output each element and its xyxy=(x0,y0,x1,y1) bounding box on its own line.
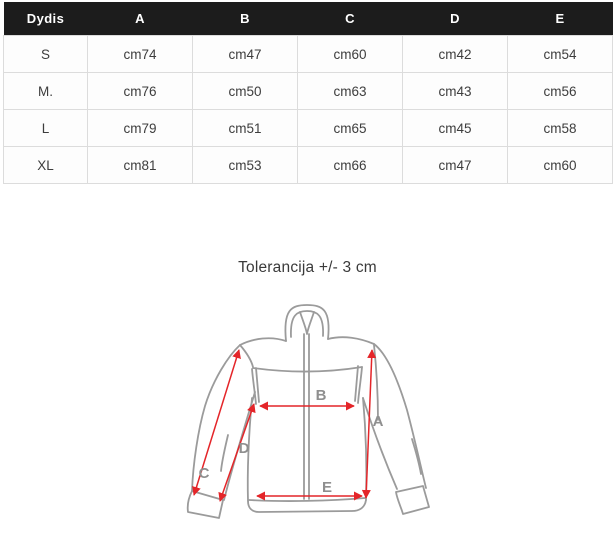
label-d: D xyxy=(238,440,250,457)
size-cell: L xyxy=(4,110,88,147)
measurement-arrows xyxy=(194,350,372,501)
value-cell: cm60 xyxy=(508,147,613,184)
chest-seam xyxy=(253,367,362,372)
size-table xyxy=(3,2,613,184)
value-cell: cm54 xyxy=(508,36,613,73)
right-pocket-welt xyxy=(355,366,362,403)
header-cell-e: E xyxy=(508,2,613,36)
size-table-header xyxy=(4,2,613,36)
value-cell: cm60 xyxy=(298,36,403,73)
value-cell: cm53 xyxy=(193,147,298,184)
collar-front-notch xyxy=(300,312,314,334)
value-cell: cm58 xyxy=(508,110,613,147)
table-row-s xyxy=(4,36,613,73)
size-cell: S xyxy=(4,36,88,73)
size-table-body xyxy=(4,36,613,184)
left-armhole-seam xyxy=(240,345,253,367)
value-cell: cm66 xyxy=(298,147,403,184)
size-cell: M. xyxy=(4,73,88,110)
header-cell-a: A xyxy=(88,2,193,36)
left-shoulder xyxy=(240,338,286,345)
jacket-measurement-diagram xyxy=(0,292,615,552)
left-elbow-seam xyxy=(221,435,228,471)
label-a: A xyxy=(372,413,384,430)
size-cell: XL xyxy=(4,147,88,184)
left-cuff xyxy=(188,491,223,518)
header-cell-c: C xyxy=(298,2,403,36)
value-cell: cm47 xyxy=(403,147,508,184)
header-row xyxy=(4,2,613,36)
zip-line xyxy=(304,334,309,499)
jacket-outline xyxy=(188,305,429,518)
value-cell: cm79 xyxy=(88,110,193,147)
right-armhole-seam xyxy=(374,345,378,420)
value-cell: cm42 xyxy=(403,36,508,73)
value-cell: cm50 xyxy=(193,73,298,110)
value-cell: cm74 xyxy=(88,36,193,73)
table-row-m xyxy=(4,73,613,110)
value-cell: cm56 xyxy=(508,73,613,110)
value-cell: cm81 xyxy=(88,147,193,184)
value-cell: cm65 xyxy=(298,110,403,147)
value-cell: cm43 xyxy=(403,73,508,110)
header-cell-b: B xyxy=(193,2,298,36)
value-cell: cm51 xyxy=(193,110,298,147)
value-cell: cm76 xyxy=(88,73,193,110)
tolerance-note: Tolerancija +/- 3 cm xyxy=(238,259,377,276)
value-cell: cm45 xyxy=(403,110,508,147)
table-row-l xyxy=(4,110,613,147)
right-shoulder xyxy=(328,337,374,344)
label-c: C xyxy=(198,465,210,482)
header-cell-size: Dydis xyxy=(4,2,88,36)
header-cell-d: D xyxy=(403,2,508,36)
right-cuff xyxy=(396,486,429,514)
label-e: E xyxy=(321,479,333,496)
hem-top-line xyxy=(249,498,365,501)
label-b: B xyxy=(315,387,327,404)
value-cell: cm63 xyxy=(298,73,403,110)
value-cell: cm47 xyxy=(193,36,298,73)
table-row-xl xyxy=(4,147,613,184)
